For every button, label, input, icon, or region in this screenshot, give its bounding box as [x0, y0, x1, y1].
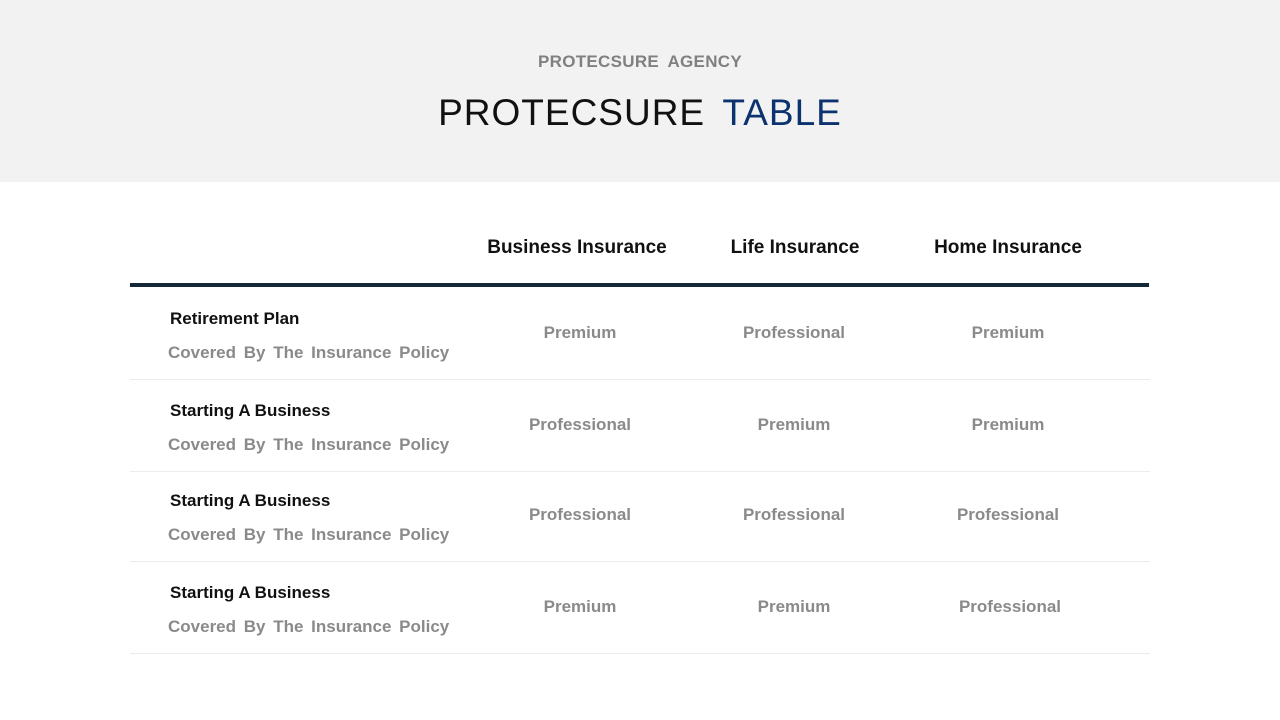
row-subtitle: Covered By The Insurance Policy [168, 525, 450, 544]
cell-life: Premium [757, 597, 831, 616]
title-main: PROTECSURE [438, 92, 706, 133]
cell-business: Professional [528, 505, 632, 524]
cell-business: Premium [543, 323, 617, 342]
header-band [0, 0, 1280, 182]
table-row [130, 469, 1150, 562]
row-title: Retirement Plan [170, 309, 300, 328]
title-accent: TABLE [722, 92, 842, 133]
column-header-business-insurance: Business Insurance [487, 237, 667, 258]
agency-label: PROTECSURE AGENCY [538, 52, 742, 71]
row-title: Starting A Business [170, 491, 331, 510]
column-header-home-insurance: Home Insurance [934, 237, 1082, 258]
row-subtitle: Covered By The Insurance Policy [168, 617, 450, 636]
cell-home: Premium [971, 415, 1045, 434]
cell-home: Professional [956, 505, 1060, 524]
cell-life: Professional [742, 505, 846, 524]
cell-life: Premium [757, 415, 831, 434]
row-title: Starting A Business [170, 583, 331, 602]
cell-business: Premium [543, 597, 617, 616]
row-subtitle: Covered By The Insurance Policy [168, 343, 450, 362]
table-row [130, 287, 1150, 380]
cell-home: Professional [958, 597, 1062, 616]
cell-home: Premium [971, 323, 1045, 342]
cell-life: Professional [742, 323, 846, 342]
table-row [130, 561, 1150, 654]
row-subtitle: Covered By The Insurance Policy [168, 435, 450, 454]
table-row [130, 379, 1150, 472]
page-title [0, 92, 1280, 134]
column-header-life-insurance: Life Insurance [730, 237, 860, 258]
row-title: Starting A Business [170, 401, 331, 420]
cell-business: Professional [528, 415, 632, 434]
